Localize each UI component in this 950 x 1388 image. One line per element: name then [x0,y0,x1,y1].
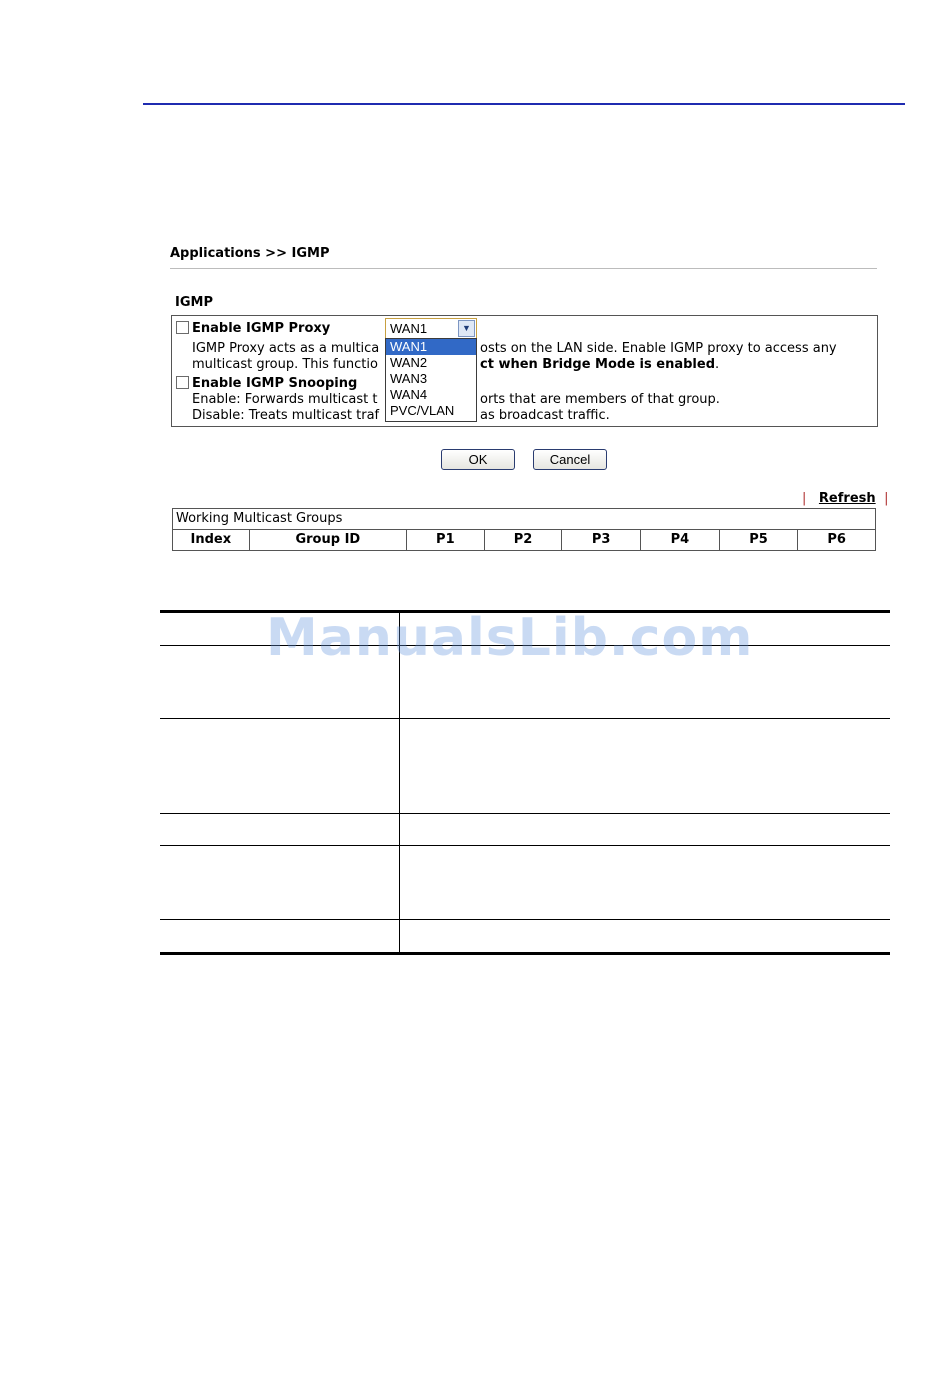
section-title: IGMP [175,295,213,310]
igmp-proxy-desc-line1: IGMP Proxy acts as a multica [192,341,380,356]
igmp-snooping-desc-line1: Enable: Forwards multicast t [192,392,378,407]
table-rule [160,813,890,814]
watermark: ManualsLib.com [266,608,754,668]
refresh-separator-right: | [884,491,889,506]
cancel-button[interactable]: Cancel [533,449,607,470]
table-caption: Working Multicast Groups [173,509,875,530]
table-rule-bottom [160,952,890,955]
refresh-separator-left: | [802,491,807,506]
igmp-snooping-desc-line1-tail: orts that are members of that group. [480,392,720,407]
igmp-proxy-label: Enable IGMP Proxy [192,321,331,336]
wan-dropdown-list [385,338,477,422]
col-group-id: Group ID [250,530,407,550]
igmp-snooping-desc-line2-tail: as broadcast traffic. [480,408,610,423]
col-p3: P3 [562,530,641,550]
col-p5: P5 [720,530,799,550]
table-rule [160,919,890,920]
igmp-proxy-checkbox[interactable] [176,321,189,334]
wan-option-wan1[interactable]: WAN1 [386,339,476,355]
col-p2: P2 [485,530,563,550]
wan-select-value: WAN1 [390,321,428,336]
table-header-row [173,530,875,550]
igmp-proxy-desc-line2: multicast group. This functio [192,357,378,372]
table-rule [160,845,890,846]
breadcrumb-divider [170,268,877,269]
col-p1: P1 [407,530,485,550]
chevron-down-icon[interactable]: ▼ [458,320,475,337]
wan-option-pvc-vlan[interactable]: PVC/VLAN [390,403,455,418]
header-rule [143,103,905,105]
igmp-snooping-checkbox[interactable] [176,376,189,389]
ok-button[interactable]: OK [441,449,515,470]
igmp-snooping-desc-line2: Disable: Treats multicast traf [192,408,380,423]
breadcrumb: Applications >> IGMP [170,246,330,261]
refresh-link[interactable]: Refresh [818,491,876,506]
col-p4: P4 [641,530,720,550]
igmp-proxy-desc-line2-tail: ct when Bridge Mode is enabled. [480,357,720,372]
wan-select[interactable] [385,318,477,339]
table-rule [160,718,890,719]
col-p6: P6 [827,532,846,547]
igmp-proxy-desc-line1-tail: osts on the LAN side. Enable IGMP proxy to access any [480,341,837,356]
col-index: Index [173,530,250,550]
wan-option-wan4[interactable]: WAN4 [390,387,428,402]
igmp-snooping-label: Enable IGMP Snooping [192,376,358,391]
wan-option-wan2[interactable]: WAN2 [390,355,428,370]
wan-option-wan3[interactable]: WAN3 [390,371,428,386]
multicast-groups-table [172,508,876,551]
refresh-bar [802,491,889,506]
